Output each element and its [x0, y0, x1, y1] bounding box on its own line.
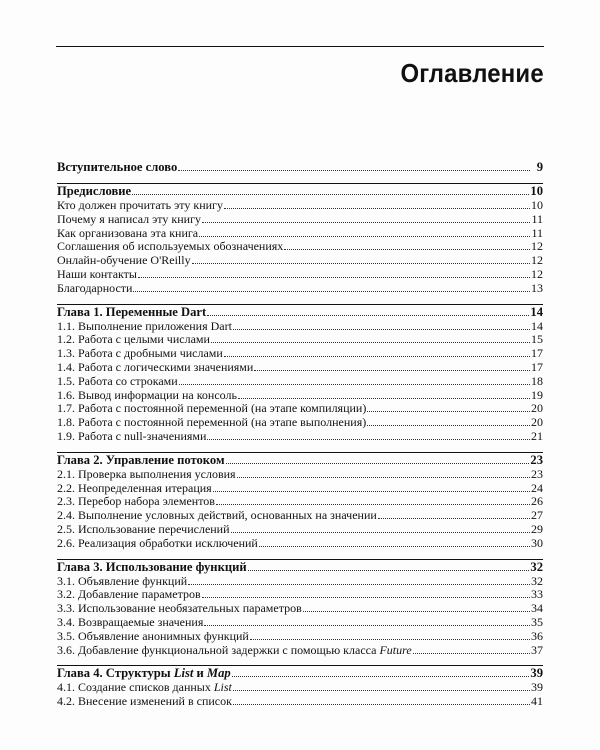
dot-leader	[192, 263, 530, 264]
dot-leader	[233, 704, 530, 705]
toc-entry-page: 32	[530, 559, 543, 574]
toc-entry[interactable]	[57, 282, 543, 296]
toc-entry-label: 3.2. Добавление параметров	[57, 587, 201, 602]
dot-leader	[226, 463, 530, 464]
dot-leader	[232, 676, 530, 677]
toc-entry-page: 27	[531, 508, 543, 523]
toc-entry-label: Онлайн-обучение O'Reilly	[57, 253, 191, 268]
dot-leader	[367, 411, 530, 412]
toc-entry[interactable]	[57, 575, 543, 589]
toc-entry-label: Глава 1. Переменные Dart	[57, 304, 207, 319]
dot-leader	[250, 639, 530, 640]
toc-entry-label: 1.4. Работа с логическими значениями	[57, 359, 254, 374]
toc-entry-page: 39	[531, 680, 543, 695]
dot-leader	[303, 611, 530, 612]
page-title: Оглавление	[400, 58, 544, 88]
dot-leader	[259, 546, 530, 547]
toc-entry-label: 3.3. Использование необязательных параметров	[57, 601, 302, 616]
dot-leader	[248, 570, 530, 571]
toc-entry-label: 1.1. Выполнение приложения Dart	[57, 318, 232, 333]
dot-leader	[237, 477, 530, 478]
dot-leader	[216, 504, 530, 505]
toc-section-chapter-2	[57, 452, 543, 551]
toc-entry-label: 1.9. Работа с null-значениями	[57, 428, 207, 443]
toc-entry-label: 1.2. Работа с целыми числами	[57, 332, 210, 347]
toc-entry-page: 10	[530, 184, 543, 198]
toc-entry-label: 1.6. Вывод информации на консоль	[57, 387, 237, 402]
dot-leader	[188, 584, 530, 585]
dot-leader	[204, 625, 530, 626]
toc-entry[interactable]	[57, 695, 543, 709]
toc-entry[interactable]	[57, 213, 543, 227]
toc-entry[interactable]	[57, 199, 543, 213]
top-rule	[56, 46, 544, 47]
toc-entry-label: Глава 4. Структуры List и Map	[57, 666, 231, 681]
toc-entry-label: 1.7. Работа с постоянной переменной (на этапе компиляции)	[57, 401, 367, 416]
dot-leader	[254, 370, 530, 371]
toc-entry-page: 20	[531, 401, 543, 416]
toc-entry-page: 15	[531, 332, 543, 347]
toc-entry-label: 2.1. Проверка выполнения условия	[57, 466, 236, 481]
toc-entry-page: 13	[531, 280, 543, 295]
dot-leader	[199, 236, 530, 237]
toc-entry-label: Почему я написал эту книгу	[57, 211, 201, 226]
dot-leader	[233, 690, 530, 691]
dot-leader	[213, 491, 530, 492]
toc-entry[interactable]	[57, 468, 543, 482]
dot-leader	[224, 356, 530, 357]
toc-entry-page: 23	[530, 452, 543, 467]
toc-entry[interactable]	[57, 254, 543, 268]
table-of-contents	[57, 160, 543, 709]
toc-entry[interactable]	[57, 453, 543, 468]
toc-entry-label: 4.2. Внесение изменений в список	[57, 694, 232, 709]
toc-entry-page: 23	[531, 466, 543, 481]
dot-leader	[202, 222, 530, 223]
toc-entry-page: 20	[531, 415, 543, 430]
toc-entry[interactable]	[57, 160, 543, 175]
toc-entry[interactable]	[57, 630, 543, 644]
toc-entry-label: 3.5. Объявление анонимных функций	[57, 628, 249, 643]
toc-entry-label: Как организована эта книга	[57, 225, 199, 240]
toc-section-intro	[57, 160, 543, 175]
toc-entry[interactable]	[57, 602, 543, 616]
dot-leader	[224, 208, 530, 209]
dot-leader	[211, 342, 530, 343]
dot-leader	[202, 597, 530, 598]
toc-entry-page: 9	[536, 160, 543, 174]
toc-entry[interactable]	[57, 681, 543, 695]
dot-leader	[413, 653, 530, 654]
toc-entry[interactable]	[57, 333, 543, 347]
toc-entry-label: 1.5. Работа со строками	[57, 373, 178, 388]
toc-entry[interactable]	[57, 240, 543, 254]
toc-entry-label: 3.1. Объявление функций	[57, 573, 188, 588]
toc-entry-page: 12	[531, 239, 543, 254]
toc-entry-label: Благодарности	[57, 280, 133, 295]
toc-entry-page: 21	[531, 428, 543, 443]
toc-entry[interactable]	[57, 416, 543, 430]
toc-entry-label: 4.1. Создание списков данных List	[57, 680, 232, 695]
toc-entry[interactable]	[57, 402, 543, 416]
toc-entry-label: Глава 3. Использование функций	[57, 559, 247, 574]
toc-entry-label: 2.4. Выполнение условных действий, основанных на значении	[57, 508, 377, 523]
toc-entry-page: 14	[530, 304, 543, 319]
dot-leader	[133, 291, 530, 292]
toc-section-chapter-1	[57, 304, 543, 444]
toc-entry-page: 41	[531, 694, 543, 709]
toc-entry[interactable]	[57, 305, 543, 320]
toc-entry[interactable]	[57, 184, 543, 199]
toc-entry-page: 34	[531, 601, 543, 616]
toc-entry[interactable]	[57, 347, 543, 361]
toc-entry-label: Соглашения об используемых обозначениях	[57, 239, 284, 254]
toc-entry-page: 11	[531, 225, 543, 240]
toc-entry-page: 12	[531, 253, 543, 268]
toc-entry-label: 3.4. Возвращаемые значения	[57, 614, 204, 629]
toc-entry[interactable]	[57, 268, 543, 282]
dot-leader	[179, 384, 530, 385]
toc-entry-label: Кто должен прочитать эту книгу	[57, 198, 223, 212]
toc-entry[interactable]	[57, 430, 543, 444]
dot-leader	[178, 170, 530, 171]
toc-section-preface	[57, 183, 543, 296]
toc-entry-label: 2.3. Перебор набора элементов	[57, 494, 215, 509]
toc-entry[interactable]	[57, 482, 543, 496]
toc-entry-label: Предисловие	[57, 184, 132, 198]
toc-entry-page: 18	[531, 373, 543, 388]
dot-leader	[207, 315, 529, 316]
dot-leader	[238, 398, 530, 399]
toc-entry[interactable]	[57, 644, 543, 658]
toc-entry-page: 33	[531, 587, 543, 602]
dot-leader	[231, 532, 530, 533]
dot-leader	[207, 439, 530, 440]
dot-leader	[284, 249, 530, 250]
dot-leader	[378, 518, 530, 519]
toc-entry-page: 19	[531, 387, 543, 402]
toc-entry-page: 36	[531, 628, 543, 643]
toc-entry[interactable]	[57, 227, 543, 241]
toc-entry-label: Наши контакты	[57, 266, 137, 281]
toc-entry-page: 35	[531, 614, 543, 629]
toc-entry[interactable]	[57, 389, 543, 403]
toc-entry[interactable]	[57, 588, 543, 602]
toc-entry-label: 2.5. Использование перечислений	[57, 521, 230, 536]
dot-leader	[132, 194, 529, 195]
toc-entry-page: 11	[531, 211, 543, 226]
toc-entry-page: 14	[531, 318, 543, 333]
toc-entry-label: Вступительное слово	[57, 160, 178, 174]
toc-section-chapter-3	[57, 559, 543, 658]
toc-entry-page: 30	[531, 535, 543, 550]
toc-entry-page: 10	[531, 198, 543, 212]
toc-entry-page: 12	[531, 266, 543, 281]
toc-entry[interactable]	[57, 537, 543, 551]
toc-entry-page: 29	[531, 521, 543, 536]
toc-entry[interactable]	[57, 375, 543, 389]
toc-entry[interactable]	[57, 616, 543, 630]
toc-entry-label: 2.2. Неопределенная итерация	[57, 480, 212, 495]
toc-entry[interactable]	[57, 361, 543, 375]
dot-leader	[233, 329, 530, 330]
toc-entry-page: 24	[531, 480, 543, 495]
toc-section-chapter-4	[57, 665, 543, 709]
toc-entry-label: 3.6. Добавление функциональной задержки с помощью класса Future	[57, 642, 412, 657]
toc-entry-label: 1.8. Работа с постоянной переменной (на этапе выполнения)	[57, 415, 367, 430]
toc-entry[interactable]	[57, 320, 543, 334]
dot-leader	[138, 277, 530, 278]
toc-entry-label: 2.6. Реализация обработки исключений	[57, 535, 258, 550]
toc-entry[interactable]	[57, 560, 543, 575]
toc-entry[interactable]	[57, 495, 543, 509]
toc-entry-page: 17	[531, 359, 543, 374]
toc-entry[interactable]	[57, 666, 543, 681]
toc-entry[interactable]	[57, 523, 543, 537]
toc-entry-page: 32	[531, 573, 543, 588]
toc-entry[interactable]	[57, 509, 543, 523]
toc-entry-label: 1.3. Работа с дробными числами	[57, 346, 223, 361]
toc-entry-page: 39	[530, 666, 543, 681]
toc-entry-label: Глава 2. Управление потоком	[57, 452, 225, 467]
toc-entry-page: 37	[531, 642, 543, 657]
toc-entry-page: 26	[531, 494, 543, 509]
toc-entry-page: 17	[531, 346, 543, 361]
dot-leader	[367, 425, 530, 426]
